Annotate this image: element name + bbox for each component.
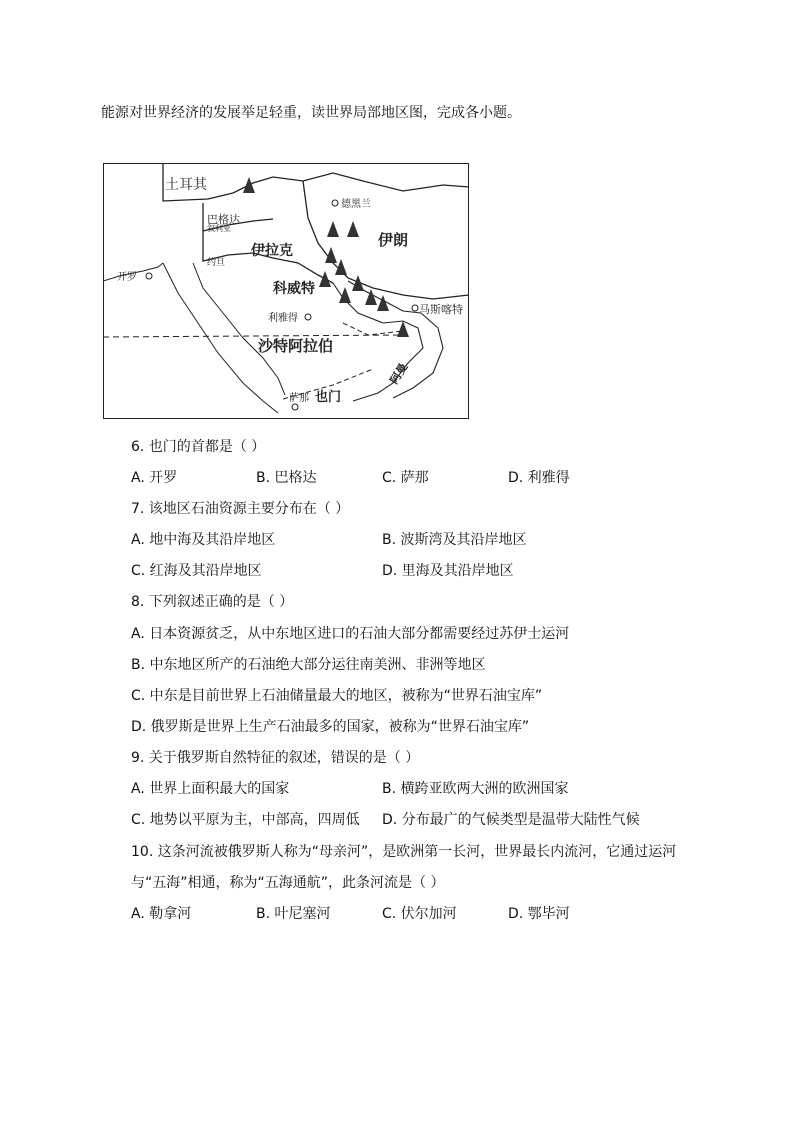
- label-iran: 伊朗: [378, 231, 409, 249]
- question-10-option-b: B. 叶尼塞河: [256, 906, 331, 922]
- question-6-stem: 6. 也门的首都是（ ）: [131, 439, 266, 455]
- label-oman: 阿曼: [387, 360, 411, 387]
- question-6-option-a: A. 开罗: [131, 470, 178, 486]
- label-muscat: 马斯喀特: [419, 303, 463, 316]
- question-9-stem: 9. 关于俄罗斯自然特征的叙述，错误的是（ ）: [131, 750, 420, 766]
- question-7-stem: 7. 该地区石油资源主要分布在（ ）: [131, 501, 350, 517]
- question-9-option-c: C. 地势以平原为主，中部高，四周低: [131, 812, 360, 828]
- question-6-option-d: D. 利雅得: [508, 470, 570, 486]
- question-8-option-b: B. 中东地区所产的石油绝大部分运往南美洲、非洲等地区: [131, 657, 486, 673]
- question-7-option-b: B. 波斯湾及其沿岸地区: [382, 532, 527, 548]
- label-baghdad: 巴格达: [207, 213, 240, 226]
- question-9-option-a: A. 世界上面积最大的国家: [131, 781, 290, 797]
- question-6-option-c: C. 萨那: [382, 470, 429, 486]
- label-saudi: 沙特阿拉伯: [258, 337, 334, 355]
- label-riyadh: 利雅得: [268, 313, 298, 324]
- question-8-stem: 8. 下列叙述正确的是（ ）: [131, 594, 294, 610]
- label-turkey: 土耳其: [165, 177, 207, 193]
- intro-text: 能源对世界经济的发展举足轻重，读世界局部地区图，完成各小题。: [101, 105, 521, 121]
- question-8-option-c: C. 中东是目前世界上石油储量最大的地区，被称为“世界石油宝库”: [131, 688, 543, 704]
- label-syria: 叙利亚: [207, 224, 231, 233]
- label-jordan: 约旦: [207, 258, 226, 268]
- question-7-option-a: A. 地中海及其沿岸地区: [131, 532, 276, 548]
- label-cairo: 开罗: [117, 272, 137, 283]
- question-8-option-a: A. 日本资源贫乏，从中东地区进口的石油大部分都需要经过苏伊士运河: [131, 626, 570, 642]
- label-kuwait: 科威特: [273, 281, 315, 297]
- question-9-option-d: D. 分布最广的气候类型是温带大陆性气候: [382, 812, 640, 828]
- question-9-option-b: B. 横跨亚欧两大洲的欧洲国家: [382, 781, 569, 797]
- question-10-option-c: C. 伏尔加河: [382, 906, 457, 922]
- question-8-option-d: D. 俄罗斯是世界上生产石油最多的国家，被称为“世界石油宝库”: [131, 719, 530, 735]
- label-sanaa: 萨那: [289, 393, 309, 404]
- question-10-stem-line-2: 与“五海”相通，称为“五海通航”，此条河流是（ ）: [131, 875, 445, 891]
- question-6-option-b: B. 巴格达: [256, 470, 317, 486]
- question-7-option-c: C. 红海及其沿岸地区: [131, 563, 262, 579]
- label-iraq: 伊拉克: [251, 243, 293, 259]
- question-10-stem-line-1: 10. 这条河流被俄罗斯人称为“母亲河”，是欧洲第一长河，世界最长内流河，它通过运河: [131, 844, 677, 860]
- map-drawing: [103, 163, 469, 419]
- question-7-option-d: D. 里海及其沿岸地区: [382, 563, 514, 579]
- question-10-option-a: A. 勒拿河: [131, 906, 192, 922]
- label-yemen: 也门: [315, 390, 342, 405]
- question-10-option-d: D. 鄂毕河: [508, 906, 570, 922]
- middle-east-map: [103, 163, 469, 419]
- label-tehran: 德黑兰: [341, 199, 371, 210]
